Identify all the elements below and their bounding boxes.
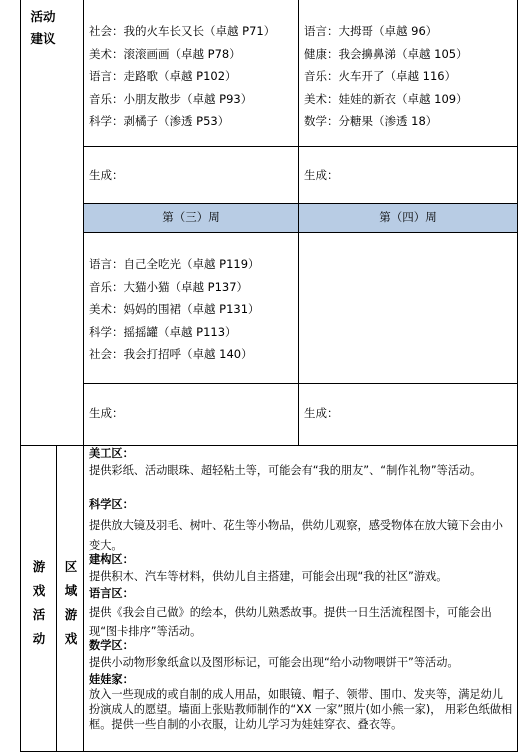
list-item: 语言：走路歌（卓越 P102） [89, 69, 237, 83]
zone-label-char: 游 [64, 607, 78, 622]
zone-text: 提供彩纸、活动眼珠、超轻粘土等，可能会有“我的朋友”、“制作礼物”等活动。 [89, 463, 482, 477]
zone-label-char: 域 [64, 583, 78, 598]
table-border-left [20, 0, 21, 752]
list-item: 音乐：大猫小猫（卓越 P137） [89, 279, 249, 294]
zone-text: 提供《我会自己做》的绘本，供幼儿熟悉故事。提供一日生活流程图卡，可能会出现“图卡排序”等活动。 [89, 605, 492, 638]
zone-title: 科学区： [89, 498, 134, 511]
activity-label-line-1: 活动 [30, 9, 56, 24]
col-divider-game-2 [83, 446, 84, 752]
list-item: 语言：自己全吃光（卓越 P119） [89, 257, 260, 271]
zone-label-char: 区 [64, 559, 78, 574]
zone-title: 建构区： [89, 553, 134, 566]
zone-title: 语言区： [89, 587, 134, 600]
game-activities-label [22, 555, 56, 651]
zone-text: 放入一些现成的或自制的成人用品，如眼镜、帽子、领带、围巾、发夹等，满足幼儿扮演成人的愿望。墙面上张贴教师制作的“XX 一家”照片(如小熊一家)， 用彩色纸做相框。提供一些自制的小衣服，让幼儿学习为娃娃穿衣、叠衣等。 [89, 688, 513, 731]
zone-text: 提供积木、汽车等材料，供幼儿自主搭建，可能会出现“我的社区”游戏。 [89, 569, 448, 583]
activity-label-line-2: 建议 [30, 31, 56, 46]
week3-activity-list [89, 253, 260, 366]
list-item: 数学：分糖果（渗透 18） [304, 114, 438, 128]
week3-header: 第（三）周 [84, 204, 298, 232]
week1-generate-label: 生成： [89, 168, 124, 182]
zone-math [89, 638, 513, 671]
activity-suggestions-label [22, 6, 64, 50]
list-item: 美术：滚滚画画（卓越 P78） [89, 46, 241, 61]
list-item: 语言：大拇哥（卓越 96） [304, 24, 438, 38]
week4-header: 第（四）周 [299, 204, 517, 232]
list-item: 健康：我会擤鼻涕（卓越 105） [304, 46, 468, 61]
game-label-char: 戏 [32, 583, 46, 598]
zone-text: 提供小动物形象纸盒以及图形标记，可能会出现“给小动物喂饼干”等活动。 [89, 655, 459, 669]
list-item: 音乐：火车开了（卓越 116） [304, 69, 457, 83]
col-divider-game-1 [56, 446, 57, 752]
week1-activity-list [89, 20, 275, 133]
zone-label-char: 戏 [64, 631, 78, 646]
zone-dollhouse [89, 672, 513, 732]
row-divider-1 [84, 146, 518, 147]
zone-games-label [60, 555, 82, 651]
list-item: 科学：剥橘子（渗透 P53） [89, 114, 230, 128]
row-divider-4 [84, 383, 518, 384]
table-border-right [517, 0, 518, 752]
zone-title: 美工区： [89, 447, 134, 460]
week2-activity-list [304, 20, 468, 133]
list-item: 美术：妈妈的围裙（卓越 P131） [89, 302, 260, 316]
week3-generate-label: 生成： [89, 406, 124, 420]
zone-title: 娃娃家： [89, 673, 134, 686]
game-label-char: 活 [32, 607, 46, 622]
game-label-char: 动 [32, 631, 46, 646]
list-item: 科学：摇摇罐（卓越 P113） [89, 324, 237, 339]
week4-generate-label: 生成： [304, 406, 339, 420]
zone-science [89, 497, 513, 556]
list-item: 音乐：小朋友散步（卓越 P93） [89, 91, 253, 106]
zone-title: 数学区： [89, 639, 134, 652]
week2-generate-label: 生成： [304, 168, 339, 182]
list-item: 美术：娃娃的新衣（卓越 109） [304, 91, 468, 106]
game-label-char: 游 [32, 559, 46, 574]
zone-art [89, 446, 513, 479]
zone-text: 提供放大镜及羽毛、树叶、花生等小物品，供幼儿观察，感受物体在放大镜下会由小变大。 [89, 518, 503, 552]
zone-language [89, 586, 513, 641]
list-item: 社会：我会打招呼（卓越 140） [89, 347, 253, 361]
list-item: 社会：我的火车长又长（卓越 P71） [89, 24, 276, 38]
zone-construction [89, 552, 513, 585]
row-divider-3 [84, 232, 518, 233]
